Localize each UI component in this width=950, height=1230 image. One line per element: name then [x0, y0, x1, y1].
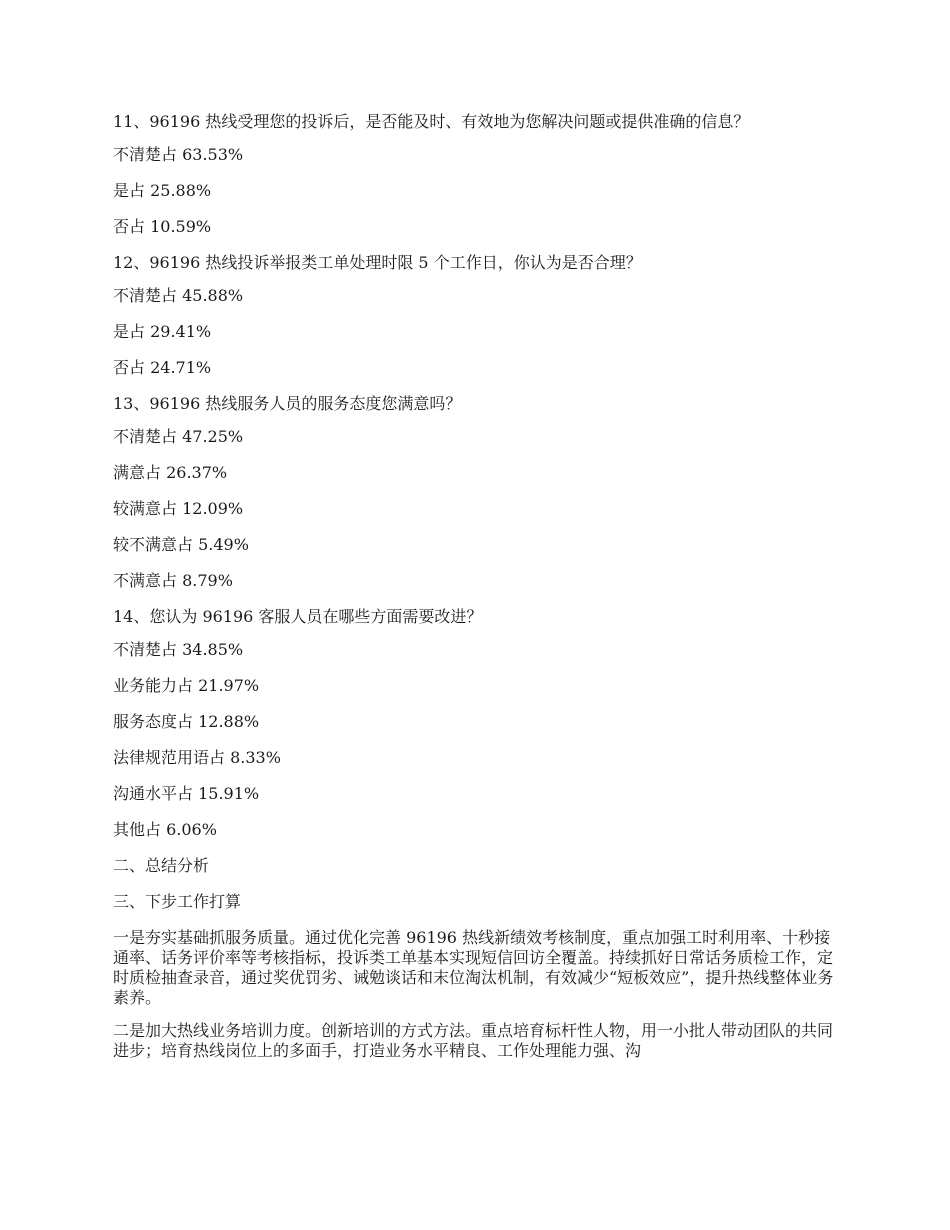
answer-option: 否占 24.71% — [113, 358, 212, 377]
body-paragraph: 二是加大热线业务培训力度。创新培训的方式方法。重点培育标杆性人物，用一小批人带动团队的共同进步；培育热线岗位上的多面手，打造业务水平精良、工作处理能力强、沟 — [113, 1021, 834, 1060]
question-11 — [113, 112, 838, 237]
answer-option: 不清楚占 34.85% — [113, 640, 244, 659]
answer-option: 不满意占 8.79% — [113, 571, 233, 590]
answer-option: 服务态度占 12.88% — [113, 712, 260, 731]
answer-option: 沟通水平占 15.91% — [113, 784, 260, 803]
section-heading-next-steps: 三、下步工作打算 — [113, 892, 242, 911]
answer-option: 是占 25.88% — [113, 181, 212, 200]
answer-option: 较满意占 12.09% — [113, 499, 244, 518]
question-13 — [113, 394, 838, 591]
question-text: 14、您认为 96196 客服人员在哪些方面需要改进？ — [113, 607, 483, 626]
body-paragraph: 一是夯实基础抓服务质量。通过优化完善 96196 热线新绩效考核制度，重点加强工时利用率、十秒接通率、话务评价率等考核指标，投诉类工单基本实现短信回访全覆盖。持续抓好日常话务质检工作，定时质检抽查录音，通过奖优罚劣、诫勉谈话和末位淘汰机制，有效减少“短板效应”，提升热线整体业务素养。 — [113, 928, 834, 1007]
answer-option: 较不满意占 5.49% — [113, 535, 249, 554]
answer-option: 满意占 26.37% — [113, 463, 228, 482]
question-text: 12、96196 热线投诉举报类工单处理时限 5 个工作日，你认为是否合理？ — [113, 253, 642, 272]
answer-option: 不清楚占 47.25% — [113, 427, 244, 446]
question-12 — [113, 253, 838, 378]
question-14 — [113, 607, 838, 840]
answer-option: 业务能力占 21.97% — [113, 676, 260, 695]
answer-option: 不清楚占 63.53% — [113, 145, 244, 164]
answer-option: 是占 29.41% — [113, 322, 212, 341]
answer-option: 不清楚占 45.88% — [113, 286, 244, 305]
question-text: 13、96196 热线服务人员的服务态度您满意吗？ — [113, 394, 462, 413]
answer-option: 否占 10.59% — [113, 217, 212, 236]
answer-option: 其他占 6.06% — [113, 820, 217, 839]
question-text: 11、96196 热线受理您的投诉后，是否能及时、有效地为您解决问题或提供准确的信息？ — [113, 112, 750, 131]
answer-option: 法律规范用语占 8.33% — [113, 748, 281, 767]
section-heading-summary: 二、总结分析 — [113, 856, 210, 875]
